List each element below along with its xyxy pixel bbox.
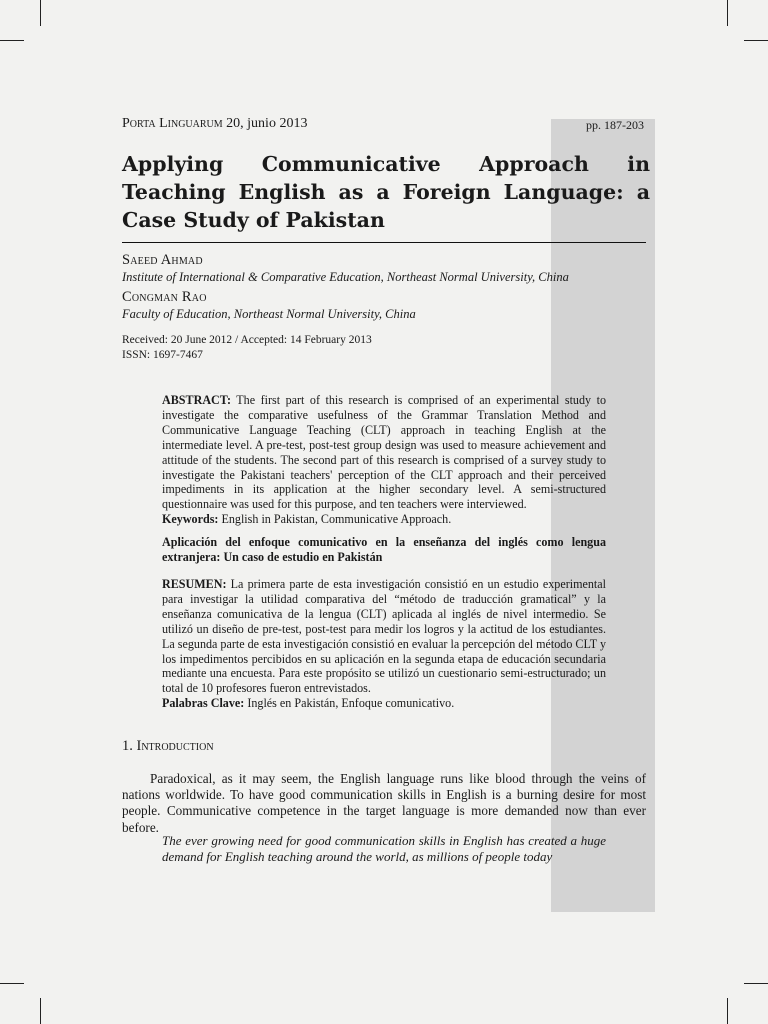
palabras-clave: Inglés en Pakistán, Enfoque comunicativo. (247, 696, 455, 711)
author-name: Congman Rao (122, 289, 207, 305)
received-accepted-dates: Received: 20 June 2012 / Accepted: 14 February 2013 (122, 334, 372, 346)
block-quote: The ever growing need for good communication skills in English has created a huge demand for English teaching around the world, as millions of people today (162, 833, 606, 865)
section-heading (122, 738, 214, 755)
resumen-text: La primera parte de esta investigación consistió en un estudio experimental para investigar la utilidad comparativa del “método de traducción gramatical” y la enseñanza comunicativa de la lengua (CLT) aplicada al inglés de nivel intermedio. Se utilizó un diseño de pre-test, post-test para medir los logros y la actitud de los estudiantes. La segunda parte de esta investigación consistió en evaluar la percepción del método CLT y los impedimentos percibidos en su aplicación en la segunda etapa de educación secundaria mediante una encuesta. Para este propósito se utilizó un cuestionario semi-estructurado; un total de 10 profesores fueron entrevistados. (162, 577, 606, 696)
palabras-clave-label: Palabras Clave: (162, 696, 245, 711)
running-head (122, 116, 644, 132)
section-title: Introduction (136, 738, 214, 754)
abstract-label: ABSTRACT: (162, 393, 231, 407)
body-paragraph: Paradoxical, as it may seem, the English language runs like blood through the veins of nations worldwide. To have good communication skills in English is a burning desire for most people. Communicative competence in the target language is more demanded now than ever before. (122, 771, 646, 835)
article-title: Applying Communicative Approach in Teaching English as a Foreign Language: a Case Study of Pakistan (122, 152, 650, 232)
section-number: 1. (122, 738, 133, 754)
title-rule (122, 242, 646, 243)
author-affiliation: Faculty of Education, Northeast Normal University, China (122, 307, 416, 321)
keywords: English in Pakistan, Communicative Approach. (221, 512, 452, 527)
journal-name: Porta Linguarum (122, 116, 223, 131)
resumen (162, 577, 606, 711)
issn: ISSN: 1697-7467 (122, 349, 203, 361)
journal-issue: 20, junio 2013 (226, 116, 308, 131)
abstract (162, 393, 606, 527)
resumen-label: RESUMEN: (162, 577, 227, 591)
keywords-label: Keywords: (162, 512, 219, 527)
author-name: Saeed Ahmad (122, 252, 203, 268)
page-range: pp. 187-203 (586, 118, 644, 132)
author-affiliation: Institute of International & Comparative Education, Northeast Normal University, China (122, 270, 569, 284)
abstract-text: The first part of this research is comprised of an experimental study to investigate the comparative usefulness of the Grammar Translation Method and Communicative Language Teaching (CLT) approach in teaching English at the intermediate level. A pre-test, post-test group design was used to measure achievement and attitude of the students. The second part of this research is comprised of a survey study to investigate the Pakistani teachers' perception of the CLT approach and their perceived impediments in its application at the higher secondary level. A semi-structured questionnaire was used for this purpose, and ten teachers were interviewed. (162, 393, 606, 512)
spanish-title: Aplicación del enfoque comunicativo en la enseñanza del inglés como lengua extranjera: Un caso de estudio en Pakistán (162, 535, 606, 564)
